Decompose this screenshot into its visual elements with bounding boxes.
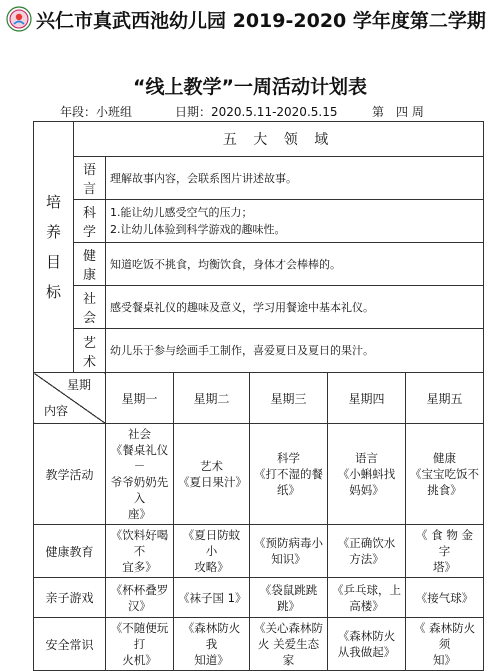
- cell-line: 汉》: [128, 598, 151, 613]
- day-header: 星期一: [106, 373, 174, 424]
- cell-line: 《正确饮水: [337, 536, 396, 550]
- day-header: 星期二: [174, 373, 250, 424]
- cell-line: 《袜子国 1》: [178, 590, 247, 605]
- activity-cell: [106, 525, 174, 578]
- activity-cell: [174, 424, 250, 525]
- cell-line: 《接气球》: [415, 590, 474, 605]
- cell-line: 健康: [433, 451, 457, 465]
- activity-cell: [406, 525, 484, 578]
- cell-line: 《 森林防火须: [413, 621, 476, 651]
- goal-content: [106, 243, 484, 286]
- activity-cell: [174, 578, 250, 618]
- goals-side-label: [34, 122, 74, 373]
- cell-line: 《森林防火: [337, 629, 396, 643]
- goal-line: 理解故事内容，会联系图片讲述故事。: [110, 171, 297, 185]
- cell-line: 《 食 物 金 字: [416, 528, 474, 558]
- activity-cell: [106, 618, 174, 671]
- activity-cell: [406, 424, 484, 525]
- cell-line: 《宝宝吃饭不: [410, 467, 480, 481]
- row-label-parent-child-games: 亲子游戏: [34, 578, 106, 618]
- cell-line: 《关心森林防: [254, 621, 323, 635]
- goals-side-char: 标: [45, 283, 61, 301]
- plan-table: [33, 121, 484, 671]
- cell-line: 《打不湿的餐: [254, 467, 323, 481]
- goal-content: [106, 157, 484, 200]
- goal-line: 感受餐桌礼仪的趣味及意义，学习用餐途中基本礼仪。: [110, 300, 374, 314]
- cell-line: 《森林防火我: [182, 621, 241, 651]
- day-header: 星期四: [328, 373, 406, 424]
- cell-line: 从我做起》: [337, 645, 396, 659]
- cell-line: 语言: [355, 451, 378, 465]
- corner-weekday-label: 星期: [66, 378, 91, 392]
- subject-social: 社会: [74, 286, 106, 329]
- cell-line: 《袋鼠跳跳跳》: [259, 582, 318, 613]
- activity-cell: [328, 578, 406, 618]
- cell-line: 《不随便玩打: [110, 621, 169, 651]
- cell-line: 知识》: [271, 552, 306, 566]
- corner-content-label: 内容: [44, 404, 69, 418]
- cell-line: 《预防病毒小: [254, 536, 323, 550]
- school-logo: [6, 6, 32, 32]
- cell-line: 《餐桌礼仪－: [110, 443, 169, 473]
- goals-side-char: 目: [45, 253, 61, 271]
- goal-line: 2.让幼儿体验到科学游戏的趣味性。: [110, 223, 286, 236]
- activity-cell: [250, 525, 328, 578]
- row-label-teaching: 教学活动: [34, 424, 106, 525]
- activity-cell: [328, 424, 406, 525]
- cell-line: 高楼》: [349, 598, 384, 613]
- cell-line: 火 关爱生态家: [257, 637, 320, 667]
- week-label: 第 四 周: [372, 105, 424, 119]
- cell-line: 艺术: [200, 459, 223, 473]
- cell-line: 妈妈》: [349, 483, 384, 497]
- cell-line: 《夏日果汁》: [178, 475, 247, 489]
- activity-cell: [328, 618, 406, 671]
- activity-cell: [250, 618, 328, 671]
- subject-health: 健康: [74, 243, 106, 286]
- goal-content: [106, 286, 484, 329]
- goal-line: 知道吃饭不挑食，均衡饮食，身体才会棒棒的。: [110, 257, 341, 271]
- activity-cell: [174, 525, 250, 578]
- day-header: 星期三: [250, 373, 328, 424]
- cell-line: 《饮料好喝不: [110, 528, 169, 558]
- cell-line: 挑食》: [427, 483, 462, 497]
- cell-line: 社会: [128, 427, 151, 441]
- cell-line: 火机》: [122, 653, 157, 667]
- cell-line: 《夏日防蚊小: [182, 528, 241, 558]
- activity-cell: [406, 618, 484, 671]
- activity-cell: [174, 618, 250, 671]
- cell-line: 《乒乓球，上: [332, 582, 401, 597]
- row-label-safety: 安全常识: [34, 618, 106, 671]
- cell-line: 知道》: [194, 653, 229, 667]
- domains-header: 五 大 领 域: [74, 122, 484, 157]
- cell-line: 纸》: [277, 483, 300, 497]
- date-range: 日期：2020.5.11-2020.5.15: [175, 105, 338, 119]
- meta-row: [0, 103, 500, 119]
- cell-line: 宜多》: [122, 560, 157, 574]
- goal-line: 1.能让幼儿感受空气的压力；: [110, 206, 253, 219]
- subject-art: 艺术: [74, 329, 106, 373]
- goal-content: [106, 200, 484, 243]
- subject-science: 科学: [74, 200, 106, 243]
- cell-line: 科学: [277, 451, 300, 465]
- goal-content: [106, 329, 484, 373]
- activity-cell: [106, 424, 174, 525]
- goals-side-char: 培: [45, 193, 61, 211]
- document-title: “线上教学”一周活动计划表: [133, 76, 367, 98]
- activity-cell: [328, 525, 406, 578]
- grade-label: 年段：小班组: [60, 105, 133, 119]
- subject-language: 语言: [74, 157, 106, 200]
- goals-side-char: 养: [45, 223, 61, 241]
- goal-line: 幼儿乐于参与绘画手工制作，喜爱夏日及夏日的果汁。: [110, 344, 374, 357]
- cell-line: 爷爷奶奶先入: [110, 475, 169, 505]
- cell-line: 座》: [128, 507, 151, 521]
- day-header: 星期五: [406, 373, 484, 424]
- schedule-corner-header: [34, 373, 106, 424]
- cell-line: 《小蝌蚪找: [337, 467, 396, 481]
- activity-cell: [406, 578, 484, 618]
- cell-line: 方法》: [349, 552, 384, 566]
- cell-line: 攻略》: [194, 560, 229, 574]
- row-label-health: 健康教育: [34, 525, 106, 578]
- cell-line: 塔》: [433, 560, 457, 574]
- activity-cell: [106, 578, 174, 618]
- activity-cell: [250, 578, 328, 618]
- cell-line: 《杯杯叠罗: [110, 582, 169, 597]
- school-title: 兴仁市真武西池幼儿园 2019-2020 学年度第二学期: [36, 10, 486, 32]
- activity-cell: [250, 424, 328, 525]
- cell-line: 知》: [433, 653, 457, 667]
